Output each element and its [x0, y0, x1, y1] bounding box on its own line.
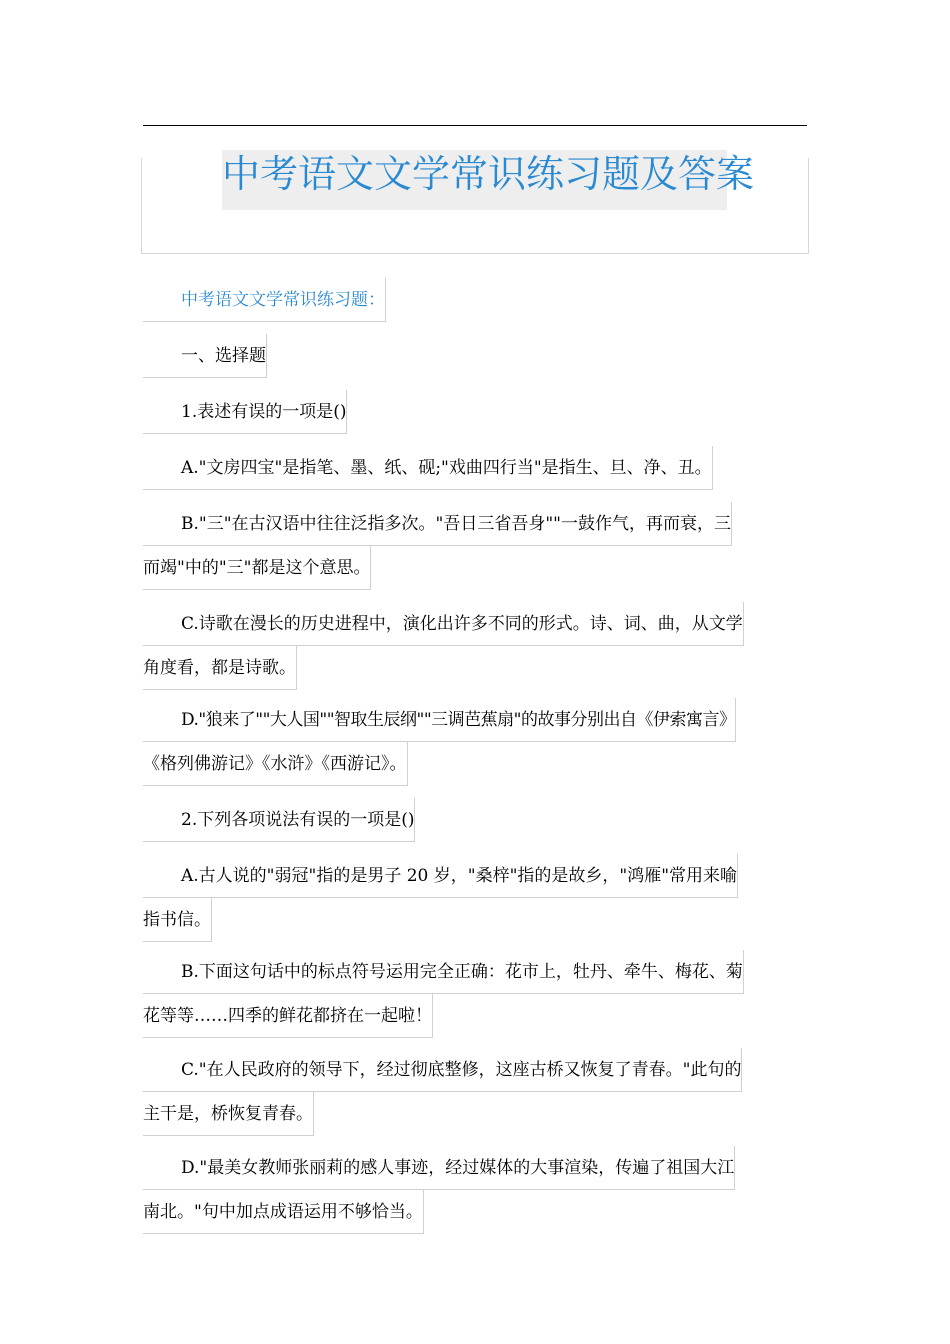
question-2-option-b [143, 950, 809, 1038]
question-stem: 2.下列各项说法有误的一项是() [143, 798, 415, 842]
option-line: 《格列佛游记》《水浒》《西游记》。 [143, 742, 408, 786]
option-line: D."最美女教师张丽莉的感人事迹，经过媒体的大事渲染，传遍了祖国大江 [143, 1146, 735, 1190]
option-line: 南北。"句中加点成语运用不够恰当。 [143, 1190, 424, 1234]
question-stem: 1.表述有误的一项是() [143, 390, 347, 434]
question-2-option-c [143, 1048, 809, 1136]
question-1-option-d [143, 698, 809, 786]
section-heading-paragraph [143, 278, 809, 322]
part-heading-paragraph [143, 334, 809, 378]
question-1-option-b [143, 502, 809, 590]
question-2-stem [143, 798, 809, 842]
document-title: 中考语文文学常识练习题及答案 [222, 150, 727, 210]
section-heading: 中考语文文学常识练习题： [143, 278, 386, 322]
option-line: 指书信。 [143, 898, 212, 942]
option-line: B.下面这句话中的标点符号运用完全正确：花市上，牡丹、牵牛、梅花、菊 [143, 950, 744, 994]
question-2-option-a [143, 854, 809, 942]
part-heading: 一、选择题 [143, 334, 267, 378]
top-rule [143, 125, 807, 126]
question-2-option-d [143, 1146, 809, 1234]
option-line: C.诗歌在漫长的历史进程中，演化出许多不同的形式。诗、词、曲，从文学 [143, 602, 744, 646]
option-line: A."文房四宝"是指笔、墨、纸、砚;"戏曲四行当"是指生、旦、净、丑。 [143, 446, 713, 490]
question-1-stem [143, 390, 809, 434]
option-line: 角度看，都是诗歌。 [143, 646, 297, 690]
option-line: 主干是，桥恢复青春。 [143, 1092, 314, 1136]
option-line: A.古人说的"弱冠"指的是男子 20 岁，"桑梓"指的是故乡，"鸿雁"常用来喻 [143, 854, 738, 898]
option-line: C."在人民政府的领导下，经过彻底整修，这座古桥又恢复了青春。"此句的 [143, 1048, 742, 1092]
option-line: B."三"在古汉语中往往泛指多次。"吾日三省吾身""一鼓作气，再而衰，三 [143, 502, 732, 546]
question-1-option-a [143, 446, 809, 490]
option-line: D."狼来了""大人国""智取生辰纲""三调芭蕉扇"的故事分别出自《伊索寓言》 [143, 698, 736, 742]
option-line: 花等等……四季的鲜花都挤在一起啦！ [143, 994, 433, 1038]
question-1-option-c [143, 602, 809, 690]
option-line: 而竭"中的"三"都是这个意思。 [143, 546, 371, 590]
